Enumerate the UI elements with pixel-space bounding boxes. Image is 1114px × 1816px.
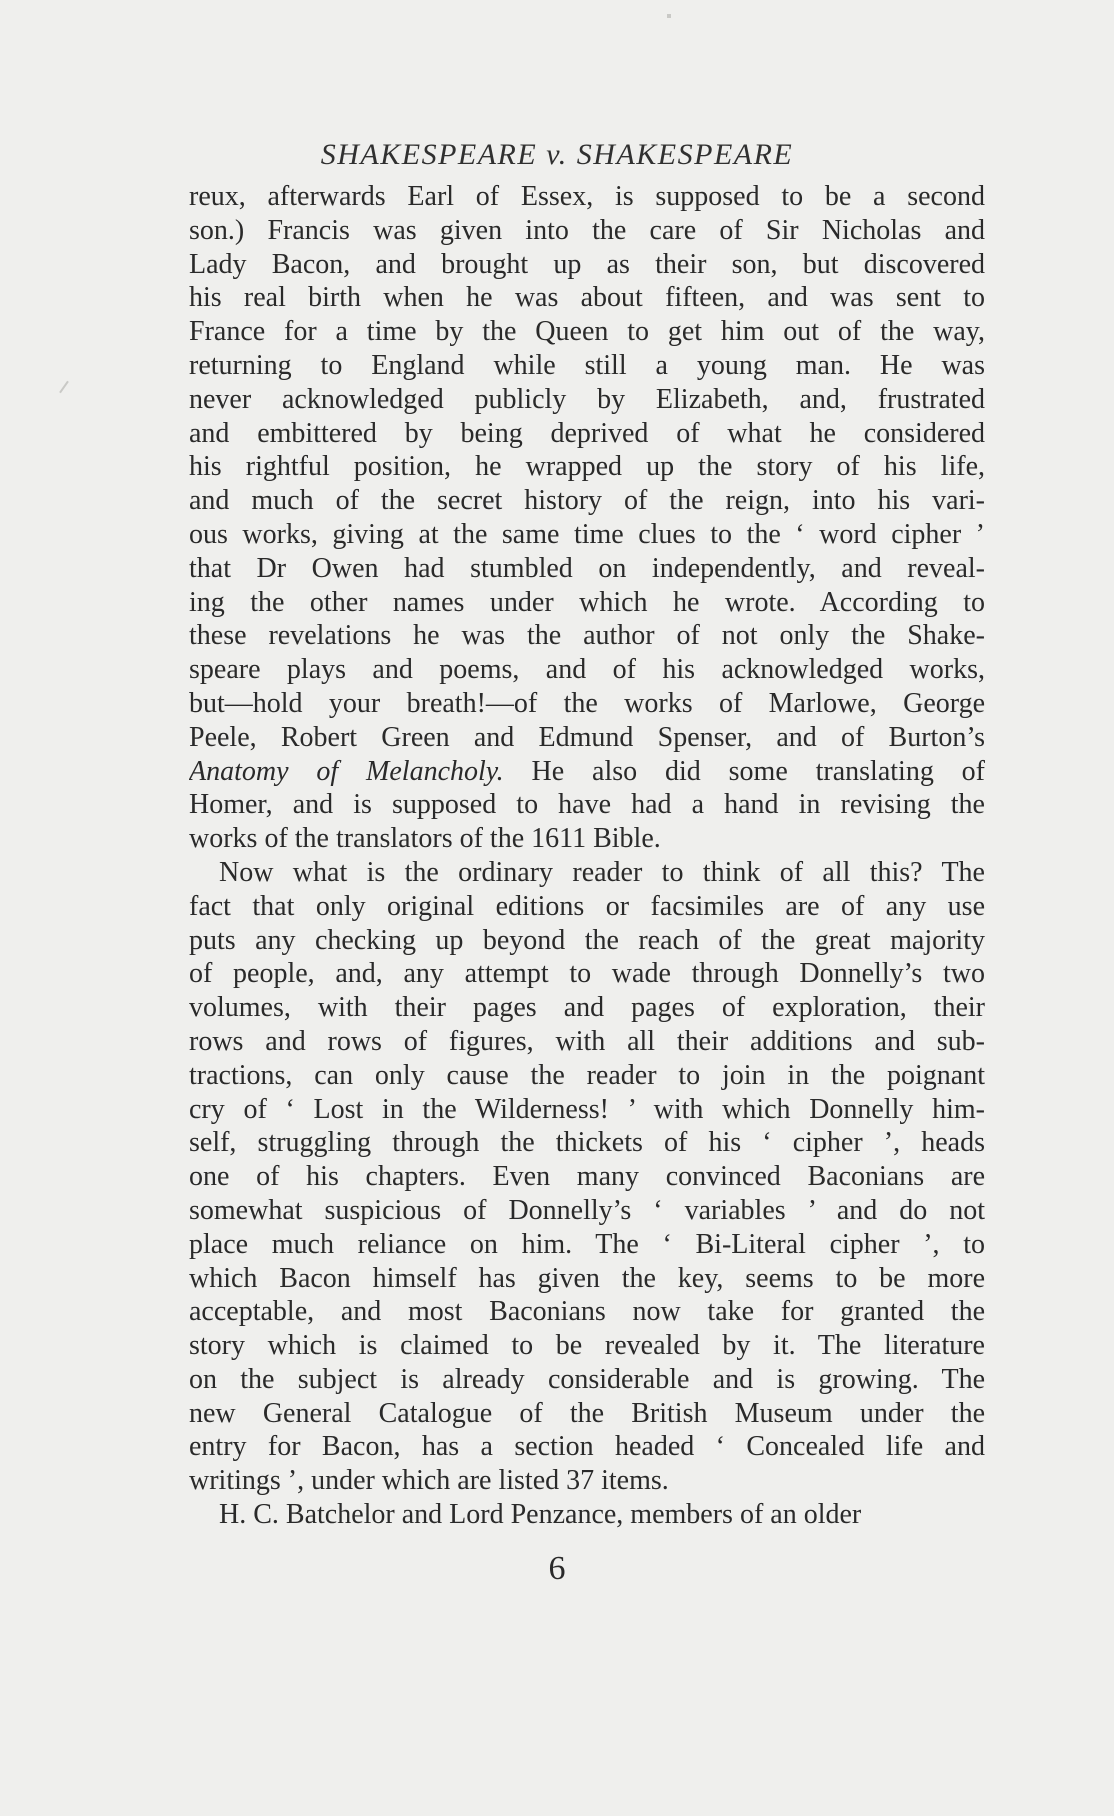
text-line: somewhat suspicious of Donnelly’s ‘ variables ’ and do not: [189, 1194, 985, 1226]
text-line: Lady Bacon, and brought up as their son, but discovered: [189, 248, 985, 280]
text-line: which Bacon himself has given the key, seems to be more: [189, 1262, 985, 1294]
text-line: [189, 755, 985, 789]
text-line: story which is claimed to be revealed by it. The literature: [189, 1330, 985, 1362]
text-line: fact that only original editions or facsimiles are of any use: [189, 890, 985, 922]
text-line: Now what is the ordinary reader to think of all this? The: [219, 856, 985, 888]
text-line: acceptable, and most Baconians now take for granted the: [189, 1296, 985, 1328]
text-line: speare plays and poems, and of his acknowledged works,: [189, 654, 985, 686]
text-line: tractions, can only cause the reader to join in the poignant: [189, 1059, 985, 1091]
text-line: on the subject is already considerable and is growing. The: [189, 1363, 985, 1395]
running-head: SHAKESPEARE v. SHAKESPEARE: [320, 138, 794, 171]
text-line: reux, afterwards Earl of Essex, is supposed to be a second: [189, 181, 985, 212]
text-line: rows and rows of figures, with all their additions and sub-: [189, 1025, 985, 1057]
page-number: 6: [548, 1550, 566, 1587]
text-line: but—hold your breath!—of the works of Marlowe, George: [189, 687, 985, 719]
text-line: one of his chapters. Even many convinced Baconians are: [189, 1161, 985, 1193]
text-line: of people, and, any attempt to wade through Donnelly’s two: [189, 958, 985, 990]
text-line: self, struggling through the thickets of his ‘ cipher ’, heads: [189, 1127, 985, 1159]
text-line: France for a time by the Queen to get him out of the way,: [189, 316, 985, 348]
text-line: writings ’, under which are listed 37 items.: [189, 1465, 669, 1497]
text-line: that Dr Owen had stumbled on independently, and reveal-: [189, 552, 985, 584]
text-line: ous works, giving at the same time clues to the ‘ word cipher ’: [189, 518, 985, 550]
text-line: son.) Francis was given into the care of Sir Nicholas and: [189, 214, 985, 246]
text-line: and embittered by being deprived of what he considered: [189, 417, 985, 449]
text-line: puts any checking up beyond the reach of the great majority: [189, 924, 985, 956]
text-line: H. C. Batchelor and Lord Penzance, members of an older: [219, 1499, 862, 1531]
text-line: place much reliance on him. The ‘ Bi-Literal cipher ’, to: [189, 1228, 985, 1260]
speck-mark: [667, 14, 671, 18]
text-line: entry for Bacon, has a section headed ‘ Concealed life and: [189, 1431, 985, 1463]
text-line: Homer, and is supposed to have had a hand in revising the: [189, 789, 985, 821]
text-line: these revelations he was the author of not only the Shake-: [189, 620, 985, 652]
text-line: volumes, with their pages and pages of exploration, their: [189, 992, 985, 1024]
text-line: works of the translators of the 1611 Bible.: [189, 823, 661, 855]
text-line: never acknowledged publicly by Elizabeth, and, frustrated: [189, 383, 985, 415]
text-line: his rightful position, he wrapped up the story of his life,: [189, 451, 985, 483]
text-line: and much of the secret history of the reign, into his vari-: [189, 485, 985, 517]
text-line: cry of ‘ Lost in the Wilderness! ’ with which Donnelly him-: [189, 1093, 985, 1125]
margin-mark: [59, 381, 69, 394]
text-line: returning to England while still a young man. He was: [189, 349, 985, 381]
text-line: new General Catalogue of the British Museum under the: [189, 1397, 985, 1429]
body-text: [189, 180, 985, 1532]
text-line: his real birth when he was about fifteen, and was sent to: [189, 282, 985, 314]
text-line: Peele, Robert Green and Edmund Spenser, and of Burton’s: [189, 721, 985, 753]
text-line-rest: He also did some translating of: [503, 755, 985, 787]
book-title-italic: Anatomy of Melancholy.: [189, 755, 504, 787]
text-line: ing the other names under which he wrote. According to: [189, 586, 985, 618]
